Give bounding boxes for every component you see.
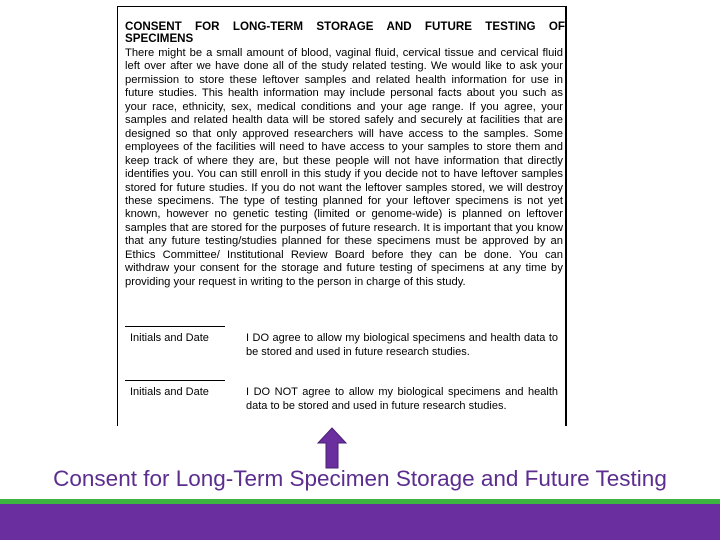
slide-caption: Consent for Long-Term Specimen Storage and Future Testing bbox=[53, 466, 667, 491]
initials-line-decline bbox=[125, 380, 225, 381]
up-arrow-icon bbox=[315, 426, 349, 470]
consent-decline-text: I DO NOT agree to allow my biological specimens and health data to be stored and used in future research studies. bbox=[246, 386, 558, 412]
initials-label-decline: Initials and Date bbox=[130, 386, 209, 398]
consent-document bbox=[117, 6, 567, 426]
initials-line-agree bbox=[125, 326, 225, 327]
document-title: CONSENT FOR LONG-TERM STORAGE AND FUTURE TESTING OF bbox=[125, 20, 565, 33]
consent-agree-text: I DO agree to allow my biological specimens and health data to be stored and used in future research studies. bbox=[246, 332, 558, 358]
initials-label-agree: Initials and Date bbox=[130, 332, 209, 344]
footer-bar bbox=[0, 504, 720, 540]
document-title-continued: SPECIMENS bbox=[125, 32, 194, 45]
document-body: There might be a small amount of blood, vaginal fluid, cervical tissue and cervical fluid left over after we have done all of the study related testing. We would like to ask your permission to store these leftover samples and related health information for use in future studies. This health information may include personal facts about you such as your race, ethnicity, sex, medical conditions and your age range. If you agree, your samples and related health data will be stored safely and securely at facilities that are designed so that only approved researchers will have access to the samples. Some employees of the facilities will need to have access to your samples to store them and keep track of where they are, but these people will not have information that directly identifies you. You can still enroll in this study if you decide not to have leftover samples stored for future studies. If you do not want the leftover samples stored, we will destroy these specimens. The type of testing planned for your leftover specimens is not yet known, however no genetic testing (limited or genome-wide) is planned on leftover samples that are stored for the purposes of future research. It is important that you know that any future testing/studies planned for these specimens must be approved by an Ethics Committee/ Institutional Review Board before they can be done. You can withdraw your consent for the storage and future testing of specimens at any time by providing your request in writing to the person in charge of this study. bbox=[125, 47, 563, 288]
